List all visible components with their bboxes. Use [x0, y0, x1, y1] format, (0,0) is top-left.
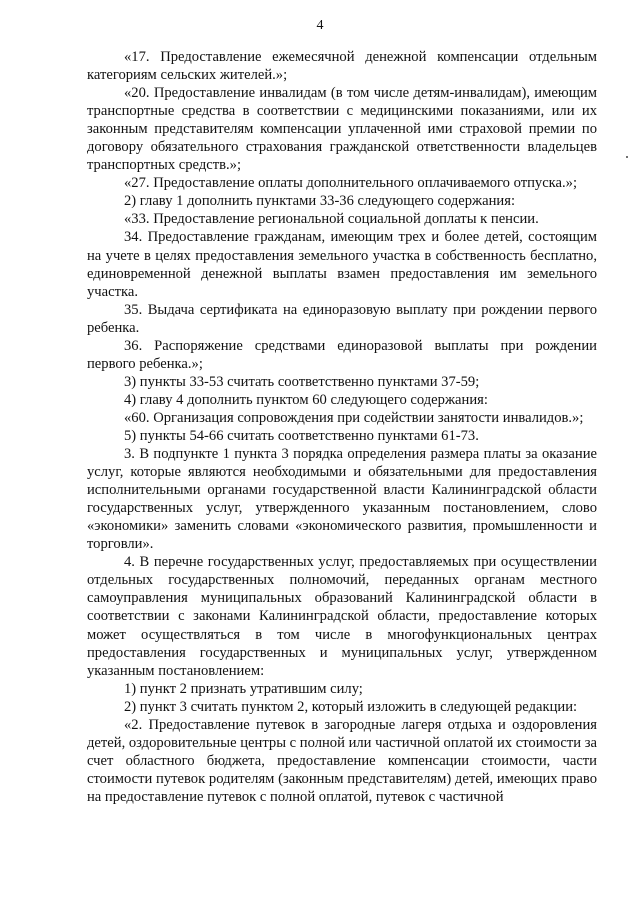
paragraph: 35. Выдача сертификата на единоразовую выплату при рождении первого ребенка. — [87, 301, 597, 336]
page-number: 4 — [316, 18, 324, 33]
paragraph: «17. Предоставление ежемесячной денежной компенсации отдельным категориям сельских жителей.»; — [87, 49, 597, 84]
margin-mark — [626, 156, 628, 158]
paragraph: 34. Предоставление гражданам, имеющим трех и более детей, состоящим на учете в целях предоставления земельного участка в собственность бесплатно, единовременной денежной выплаты взамен предоставления им земельного участка. — [87, 229, 597, 300]
paragraph: 2) пункт 3 считать пунктом 2, который изложить в следующей редакции: — [124, 698, 578, 715]
paragraph: «27. Предоставление оплаты дополнительного оплачиваемого отпуска.»; — [124, 175, 578, 192]
paragraph: «60. Организация сопровождения при содействии занятости инвалидов.»; — [124, 409, 584, 426]
paragraph: «20. Предоставление инвалидам (в том числе детям-инвалидам), имеющим транспортные средства в соответствии с медицинскими показаниями, или их законным представителям компенсации уплаченной ими страховой премии по договору обязательного страхования гражданской ответственности владельцев транспортных средств.»; — [87, 85, 597, 174]
paragraph: 3. В подпункте 1 пункта 3 порядка определения размера платы за оказание услуг, которые являются необходимыми и обязательными для предоставления исполнительными органами государственной власти Калининградской области государственных услуг, утвержденного указанным постановлением, слово «экономики» заменить словами «экономического развития, промышленности и торговли». — [87, 446, 597, 553]
document-body — [87, 48, 597, 806]
paragraph: 4. В перечне государственных услуг, предоставляемых при осуществлении отдельных государственных полномочий, переданных органам местного самоуправления муниципальных образований Калининградской области в соответствии с законами Калининградской области, предоставление которых может осуществляться в том числе в многофункциональных центрах предоставления государственных и муниципальных услуг, утвержденном указанным постановлением: — [87, 554, 597, 679]
paragraph: 1) пункт 2 признать утратившим силу; — [124, 680, 363, 697]
paragraph: 3) пункты 33-53 считать соответственно пунктами 37-59; — [124, 373, 480, 390]
paragraph: 36. Распоряжение средствами единоразовой выплаты при рождении первого ребенка.»; — [87, 337, 597, 372]
paragraph: 2) главу 1 дополнить пунктами 33-36 следующего содержания: — [124, 193, 516, 210]
paragraph: 5) пункты 54-66 считать соответственно пунктами 61-73. — [124, 427, 479, 444]
paragraph: 4) главу 4 дополнить пунктом 60 следующего содержания: — [124, 391, 488, 408]
paragraph: «33. Предоставление региональной социальной доплаты к пенсии. — [124, 211, 539, 228]
paragraph: «2. Предоставление путевок в загородные лагеря отдыха и оздоровления детей, оздоровительные центры с полной или частичной оплатой их стоимости за счет областного бюджета, предоставление компенсации стоимости, части стоимости путевок родителям (законным представителям) детей, имеющих право на предоставление путевок с полной оплатой, путевок с частичной — [87, 716, 597, 805]
